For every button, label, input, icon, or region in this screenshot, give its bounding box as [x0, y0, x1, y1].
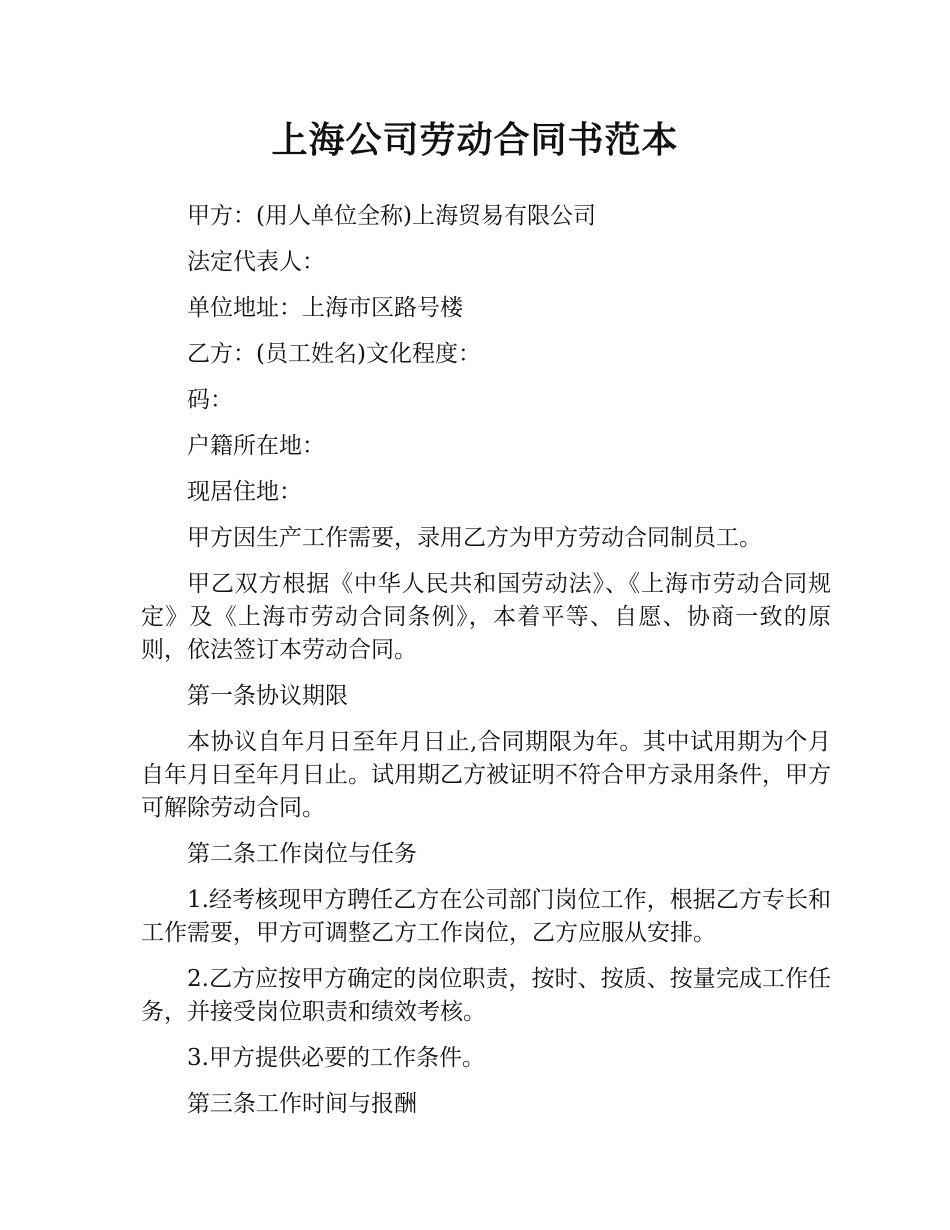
- document-title: 上海公司劳动合同书范本: [271, 120, 679, 161]
- paragraph-company-address: 单位地址：上海市区路号楼: [187, 295, 463, 321]
- section-heading-article-1: 第一条协议期限: [187, 683, 348, 709]
- paragraph-legal-basis: 甲乙双方根据《中华人民共和国劳动法》、《上海市劳动合同规定》及《上海市劳动合同条例》，本着平等、自愿、协商一致的原则，依法签订本劳动合同。: [141, 571, 831, 663]
- paragraph-working-conditions: 3.甲方提供必要的工作条件。: [187, 1045, 485, 1071]
- paragraph-party-a: 甲方：(用人单位全称)上海贸易有限公司: [187, 203, 596, 229]
- section-heading-article-2: 第二条工作岗位与任务: [187, 841, 417, 867]
- paragraph-party-b: 乙方：(员工姓名)文化程度：: [187, 341, 481, 367]
- paragraph-household-registration: 户籍所在地：: [187, 433, 325, 459]
- paragraph-legal-representative: 法定代表人：: [187, 249, 325, 275]
- paragraph-current-residence: 现居住地：: [187, 479, 302, 505]
- paragraph-job-assignment: 1.经考核现甲方聘任乙方在公司部门岗位工作，根据乙方专长和工作需要，甲方可调整乙方工作岗位，乙方应服从安排。: [141, 887, 831, 946]
- paragraph-employment-purpose: 甲方因生产工作需要，录用乙方为甲方劳动合同制员工。: [187, 525, 762, 551]
- section-heading-article-3: 第三条工作时间与报酬: [187, 1091, 417, 1117]
- paragraph-id-code: 码：: [187, 387, 233, 413]
- paragraph-contract-term: 本协议自年月日至年月日止,合同期限为年。其中试用期为个月自年月日至年月日止。试用期乙方被证明不符合甲方录用条件，甲方可解除劳动合同。: [141, 729, 831, 821]
- paragraph-job-responsibilities: 2.乙方应按甲方确定的岗位职责，按时、按质、按量完成工作任务，并接受岗位职责和绩效考核。: [141, 966, 831, 1025]
- document-body: [141, 200, 831, 1134]
